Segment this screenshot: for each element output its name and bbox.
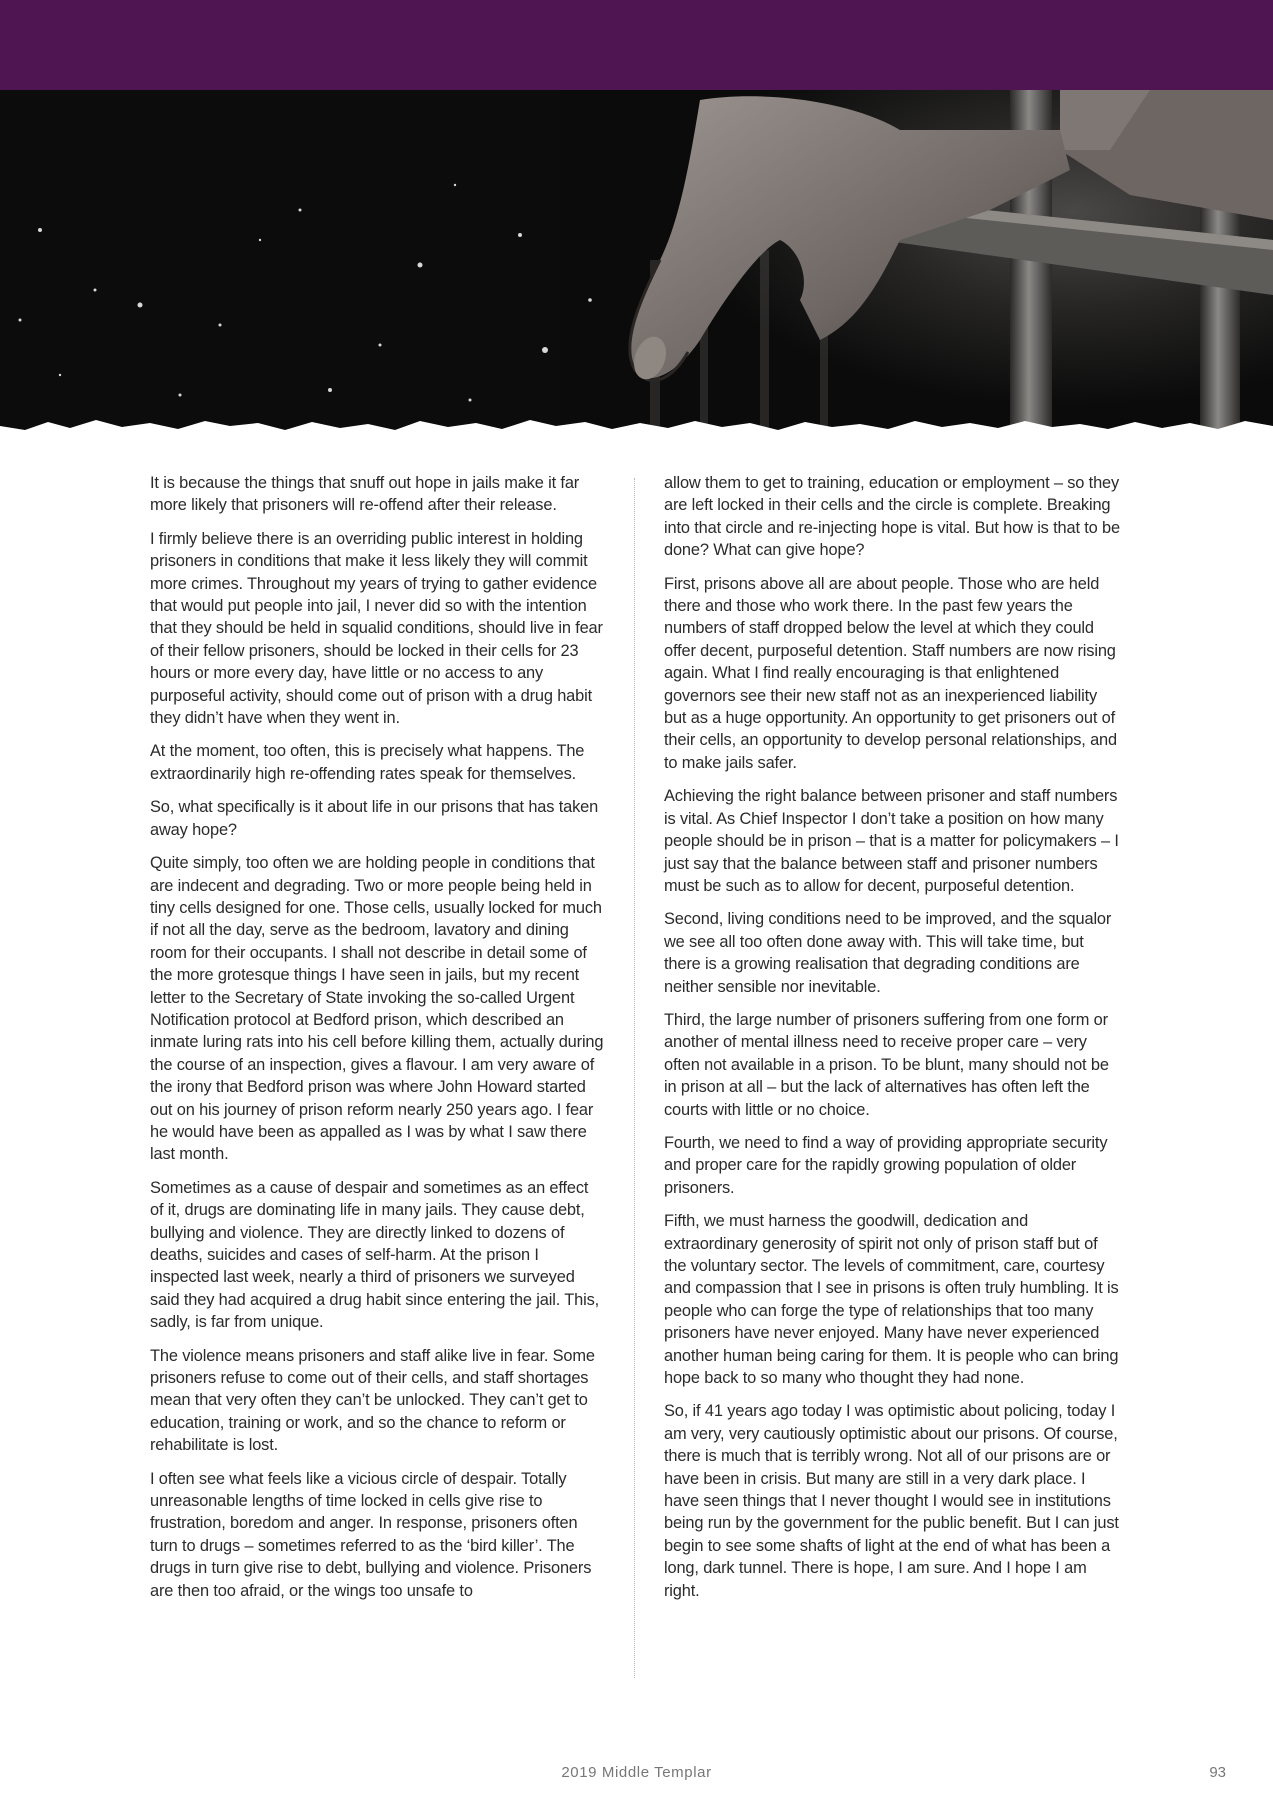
paragraph: Fourth, we need to find a way of providing appropriate security and proper care for the rapidly growing population of older prisoners. — [664, 1133, 1108, 1197]
right-text-column — [664, 472, 1120, 1613]
paragraph: So, if 41 years ago today I was optimistic about policing, today I am very, very cautiously optimistic about our prisons. Of course, there is much that is terribly wrong. Not all of our prisons are or have been in crisis. But many are still in a very dark place. I have seen things that I never thought I would see in institutions being run by the government for the public benefit. But I can just begin to see some shafts of light at the end of what has been a long, dark tunnel. There is hope, I am sure. And I hope I am right. — [664, 1402, 1119, 1600]
paragraph: It is because the things that snuff out hope in jails make it far more likely that prisoners will re-offend after their release. — [150, 474, 580, 515]
paragraph: Second, living conditions need to be improved, and the squalor we see all too often done away with. This will take time, but there is a growing realisation that degrading conditions are neither sensible nor inevitable. — [664, 910, 1112, 996]
paragraph: So, what specifically is it about life in our prisons that has taken away hope? — [150, 798, 599, 839]
left-text-column — [150, 472, 606, 1613]
paragraph: Fifth, we must harness the goodwill, dedication and extraordinary generosity of spirit not only of prison staff but of the voluntary sector. The levels of commitment, care, courtesy and compassion that I see in prisons is often truly humbling. It is people who can forge the type of relationships that too many prisoners have never enjoyed. Many have never experienced another human being caring for them. It is people who can bring hope back to so many who thought they had none. — [664, 1212, 1119, 1388]
paragraph: First, prisons above all are about people. Those who are held there and those who work there. In the past few years the numbers of staff dropped below the level at which they could offer decent, purposeful detention. Staff numbers are now rising again. What I find really encouraging is that enlightened governors see their new staff not as an inexperienced liability but as a huge opportunity. An opportunity to get prisoners out of their cells, an opportunity to develop personal relationships, and to make jails safer. — [664, 574, 1117, 772]
paragraph: Quite simply, too often we are holding people in conditions that are indecent and degrading. Two or more people being held in tiny cells designed for one. Those cells, usually locked for much if not all the day, serve as the bedroom, lavatory and dining room for their occupants. I shall not describe in detail some of the more grotesque things I have seen in jails, but my recent letter to the Secretary of State invoking the so-called Urgent Notification protocol at Bedford prison, which described an inmate luring rats into his cell before killing them, actually during the course of an inspection, gives a flavour. I am very aware of the irony that Bedford prison was where John Howard started out on his journey of prison reform nearly 250 years ago. I fear he would have been as appalled as I was by what I saw there last month. — [150, 854, 604, 1164]
prison-bars-hand-photo — [0, 90, 1273, 440]
page-number: 93 — [1209, 1764, 1226, 1781]
paragraph: allow them to get to training, education or employment – so they are left locked in their cells and the circle is complete. Breaking into that circle and re-injecting hope is vital. But how is that to be done? What can give hope? — [664, 474, 1120, 560]
paragraph: Achieving the right balance between prisoner and staff numbers is vital. As Chief Inspector I don’t take a position on how many people should be in prison – that is a matter for policymakers – I just say that the balance between staff and prisoner numbers must be such as to allow for decent, purposeful detention. — [664, 787, 1119, 895]
column-divider — [634, 478, 635, 1678]
paragraph: Sometimes as a cause of despair and sometimes as an effect of it, drugs are dominating life in many jails. They cause debt, bullying and violence. They are directly linked to dozens of deaths, suicides and cases of self-harm. At the prison I inspected last week, nearly a third of prisoners we surveyed said they had acquired a drug habit since entering the jail. This, sadly, is far from unique. — [150, 1178, 600, 1332]
paragraph: At the moment, too often, this is precisely what happens. The extraordinarily high re-offending rates speak for themselves. — [150, 742, 585, 783]
paragraph: Third, the large number of prisoners suffering from one form or another of mental illness need to receive proper care – very often not available in a prison. To be blunt, many should not be in prison at all – but the lack of alternatives has often left the courts with little or no choice. — [664, 1010, 1109, 1119]
top-color-band — [0, 0, 1273, 90]
paragraph: The violence means prisoners and staff alike live in fear. Some prisoners refuse to come out of their cells, and staff shortages mean that very often they can’t be unlocked. They can’t get to education, training or work, and so the chance to reform or rehabilitate is lost. — [150, 1346, 595, 1455]
footer-publication: 2019 Middle Templar — [561, 1764, 712, 1781]
hero-image — [0, 90, 1273, 440]
paragraph: I firmly believe there is an overriding public interest in holding prisoners in conditions that make it less likely they will commit more crimes. Throughout my years of trying to gather evidence that would put people into jail, I never did so with the intention that they should be held in squalid conditions, should live in fear of their fellow prisoners, should be locked in their cells for 23 hours or more every day, have little or no access to any purposeful activity, should come out of prison with a drug habit they didn’t have when they went in. — [150, 529, 603, 728]
paragraph: I often see what feels like a vicious circle of despair. Totally unreasonable lengths of time locked in cells give rise to frustration, boredom and anger. In response, prisoners often turn to drugs – sometimes referred to as the ‘bird killer’. The drugs in turn give rise to debt, bullying and violence. Prisoners are then too afraid, or the wings too unsafe to — [150, 1469, 592, 1600]
